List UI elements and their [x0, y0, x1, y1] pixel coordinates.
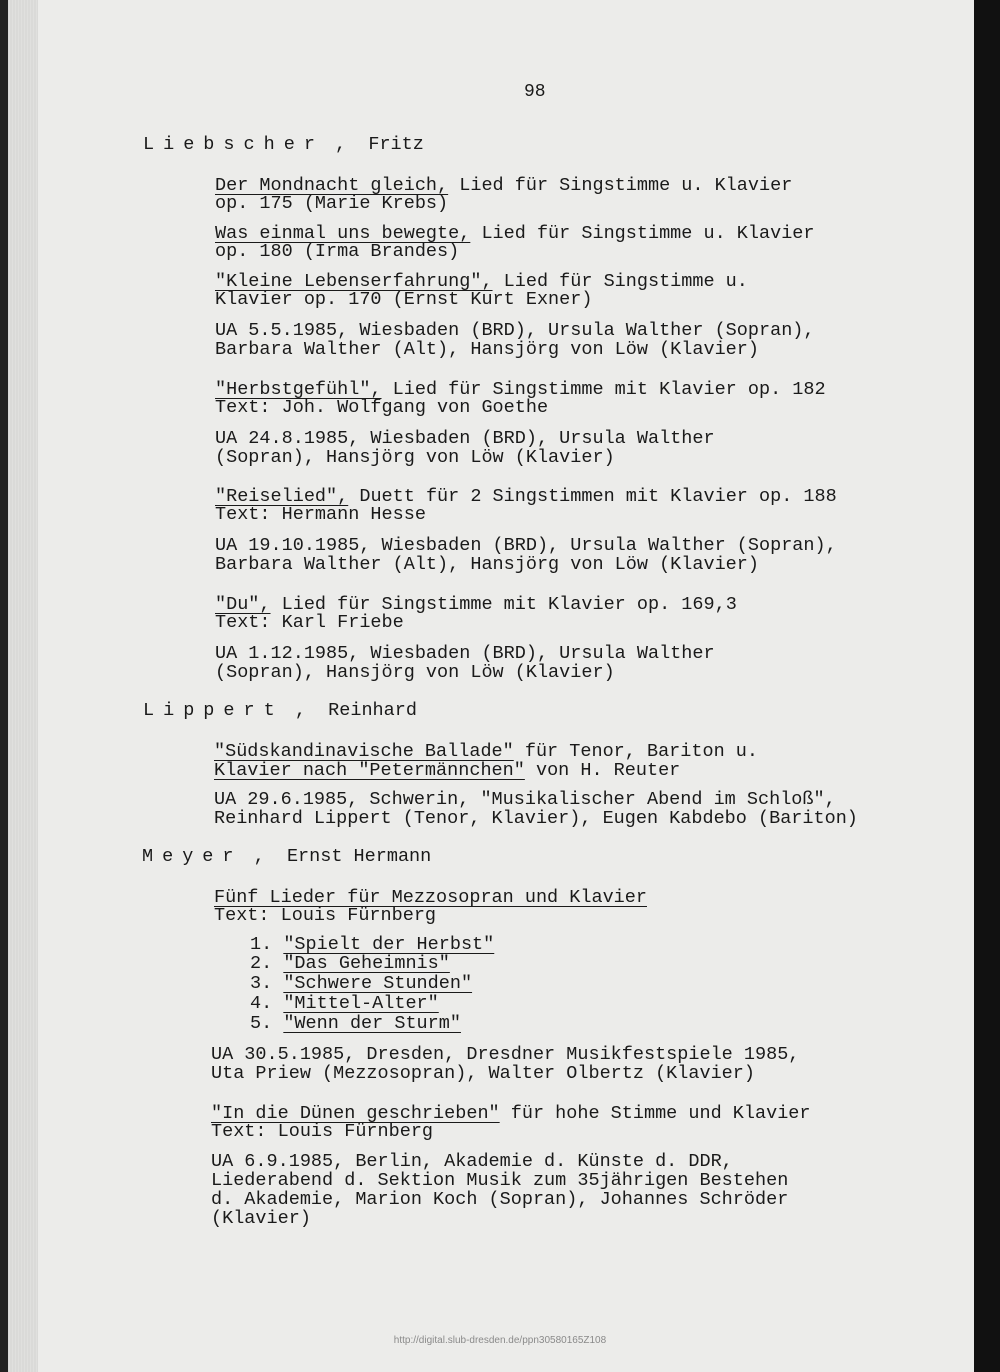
work-title: "In die Dünen geschrieben" — [211, 1103, 500, 1124]
song-number: 5. — [250, 1013, 273, 1034]
composer-firstname: Reinhard — [328, 700, 417, 721]
premiere-line: UA 6.9.1985, Berlin, Akademie d. Künste d. DDR, — [211, 1151, 733, 1172]
work-description: Lied für Singstimme mit Klavier op. 182 — [381, 379, 826, 400]
song-list-item — [250, 935, 494, 954]
premiere-line: (Klavier) — [211, 1208, 311, 1229]
premiere-line: UA 1.12.1985, Wiesbaden (BRD), Ursula Walther — [215, 643, 715, 664]
song-title: "Wenn der Sturm" — [283, 1013, 461, 1034]
song-title: "Mittel-Alter" — [283, 993, 439, 1014]
work-description: Lied für Singstimme u. — [492, 271, 748, 292]
premiere-line: UA 24.8.1985, Wiesbaden (BRD), Ursula Walther — [215, 428, 715, 449]
premiere-line: (Sopran), Hansjörg von Löw (Klavier) — [215, 447, 615, 468]
premiere-line: Uta Priew (Mezzosopran), Walter Olbertz (Klavier) — [211, 1063, 755, 1084]
premiere-line: Barbara Walther (Alt), Hansjörg von Löw (Klavier) — [215, 554, 759, 575]
song-title: "Das Geheimnis" — [283, 953, 450, 974]
work-title: "Herbstgefühl", — [215, 379, 382, 400]
premiere-line: (Sopran), Hansjörg von Löw (Klavier) — [215, 662, 615, 683]
work-title: "Südskandinavische Ballade" — [214, 741, 514, 762]
song-list-item — [250, 1014, 461, 1033]
work-text-credit: Text: Hermann Hesse — [215, 504, 426, 525]
work-detail: Klavier op. 170 (Ernst Kurt Exner) — [215, 289, 593, 310]
song-number: 1. — [250, 934, 273, 955]
premiere-line: Liederabend d. Sektion Musik zum 35jährigen Bestehen — [211, 1170, 789, 1191]
work-detail: op. 180 (Irma Brandes) — [215, 241, 460, 262]
song-title: "Spielt der Herbst" — [283, 934, 495, 955]
book-gutter-shadow — [974, 0, 1000, 1372]
song-list-item — [250, 994, 439, 1013]
composer-heading — [143, 700, 417, 721]
work-description: Lied für Singstimme u. Klavier — [470, 223, 815, 244]
work-description: Duett für 2 Singstimmen mit Klavier op. 188 — [348, 486, 837, 507]
composer-separator: , — [242, 846, 287, 867]
work-text-credit: Text: Louis Fürnberg — [211, 1121, 434, 1142]
work-text-credit: Text: Joh. Wolfgang von Goethe — [215, 397, 549, 418]
composer-heading — [142, 846, 431, 867]
work-text-credit: Text: Louis Fürnberg — [214, 905, 437, 926]
composer-surname: Lippert — [143, 700, 284, 721]
premiere-line: Reinhard Lippert (Tenor, Klavier), Eugen Kabdebo (Bariton) — [214, 808, 858, 829]
work-title: Der Mondnacht gleich, — [215, 175, 449, 196]
work-title-line — [214, 742, 758, 761]
work-title-continued: Klavier nach "Petermännchen" — [214, 760, 525, 781]
premiere-line: Barbara Walther (Alt), Hansjörg von Löw (Klavier) — [215, 339, 759, 360]
premiere-line: UA 19.10.1985, Wiesbaden (BRD), Ursula Walther (Sopran), — [215, 535, 837, 556]
work-title-line — [214, 761, 680, 780]
work-text-credit: Text: Karl Friebe — [215, 612, 404, 633]
song-title: "Schwere Stunden" — [283, 973, 473, 994]
work-title: Fünf Lieder für Mezzosopran und Klavier — [214, 887, 647, 908]
composer-separator: , — [283, 700, 329, 721]
composer-surname: Meyer — [142, 846, 243, 867]
song-list-item — [250, 974, 472, 993]
composer-firstname: Fritz — [368, 134, 424, 155]
premiere-line: UA 30.5.1985, Dresden, Dresdner Musikfestspiele 1985, — [211, 1044, 800, 1065]
work-title: "Du", — [215, 594, 271, 615]
work-description: Lied für Singstimme u. Klavier — [448, 175, 793, 196]
song-number: 3. — [250, 973, 273, 994]
work-description: für hohe Stimme und Klavier — [499, 1103, 811, 1124]
work-title: Was einmal uns bewegte, — [215, 223, 471, 244]
premiere-line: UA 5.5.1985, Wiesbaden (BRD), Ursula Walther (Sopran), — [215, 320, 815, 341]
work-title: "Reiselied", — [215, 486, 349, 507]
work-description: Lied für Singstimme mit Klavier op. 169,3 — [270, 594, 737, 615]
composer-surname: Liebscher — [143, 134, 324, 155]
page-stack-edge — [8, 0, 38, 1372]
page-number: 98 — [524, 82, 546, 102]
composer-heading — [143, 134, 424, 155]
work-detail: op. 175 (Marie Krebs) — [215, 193, 449, 214]
song-list-item — [250, 954, 450, 973]
composer-separator: , — [323, 134, 369, 155]
song-number: 2. — [250, 953, 273, 974]
premiere-line: d. Akademie, Marion Koch (Sopran), Johannes Schröder — [211, 1189, 789, 1210]
work-description: von H. Reuter — [524, 760, 681, 781]
work-title: "Kleine Lebenserfahrung", — [215, 271, 493, 292]
premiere-line: UA 29.6.1985, Schwerin, "Musikalischer Abend im Schloß", — [214, 789, 836, 810]
footer-url: http://digital.slub-dresden.de/ppn30580165Z108 — [393, 1335, 607, 1346]
work-description: für Tenor, Bariton u. — [513, 741, 758, 762]
composer-firstname: Ernst Hermann — [286, 846, 432, 867]
song-number: 4. — [250, 993, 273, 1014]
